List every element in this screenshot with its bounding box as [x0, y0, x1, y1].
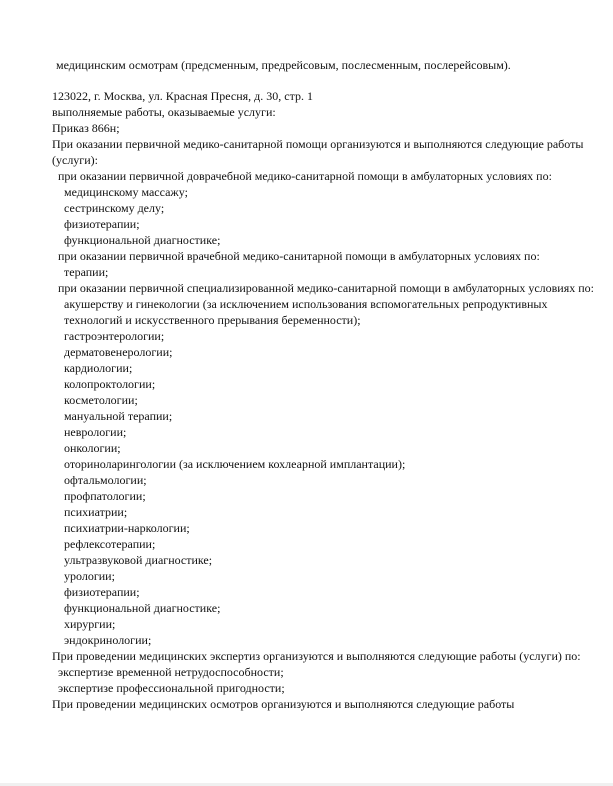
list-item: физиотерапии;: [64, 585, 140, 599]
list-item: гастроэнтерологии;: [64, 329, 165, 343]
list-item: косметологии;: [64, 393, 138, 407]
list-item: оториноларингологии (за исключением кохлеарной имплантации);: [64, 457, 406, 471]
list-item: ультразвуковой диагностике;: [64, 553, 213, 567]
document-text: [52, 57, 597, 712]
list-item: онкологии;: [64, 441, 121, 455]
list-item: функциональной диагностике;: [64, 233, 221, 247]
list-item: дерматовенерологии;: [64, 345, 173, 359]
doctor-list: [52, 264, 597, 280]
list-item: функциональной диагностике;: [64, 601, 221, 615]
address: 123022, г. Москва, ул. Красная Пресня, д. 30, стр. 1: [52, 89, 313, 103]
exams-intro: При проведении медицинских осмотров организуются и выполняются следующие работы: [52, 697, 515, 711]
list-item: экспертизе профессиональной пригодности;: [58, 681, 285, 695]
specialized-intro: при оказании первичной специализированной медико-санитарной помощи в амбулаторных условиях по:: [58, 281, 595, 295]
list-item: акушерству и гинекологии (за исключением использования вспомогательных репродуктивных технологий и искусственного прерывания беременности);: [64, 297, 548, 327]
spacer: [52, 73, 597, 88]
list-item: сестринскому делу;: [64, 201, 165, 215]
list-item: неврологии;: [64, 425, 127, 439]
list-item: эндокринологии;: [64, 633, 152, 647]
predoctor-list: [52, 184, 597, 248]
predoctor-intro: при оказании первичной доврачебной медико-санитарной помощи в амбулаторных условиях по:: [58, 169, 552, 183]
list-item: мануальной терапии;: [64, 409, 173, 423]
list-item: колопроктологии;: [64, 377, 156, 391]
list-item: кардиологии;: [64, 361, 133, 375]
specialized-list: [52, 296, 597, 648]
list-item: терапии;: [64, 265, 109, 279]
primary-intro: При оказании первичной медико-санитарной помощи организуются и выполняются следующие работы (услуги):: [52, 137, 584, 167]
list-item: медицинскому массажу;: [64, 185, 188, 199]
list-item: психиатрии-наркологии;: [64, 521, 190, 535]
list-item: рефлексотерапии;: [64, 537, 156, 551]
list-item: экспертизе временной нетрудоспособности;: [58, 665, 284, 679]
expertise-intro: При проведении медицинских экспертиз организуются и выполняются следующие работы (услуги) по:: [52, 649, 581, 663]
list-item: офтальмологии;: [64, 473, 147, 487]
works-title: выполняемые работы, оказываемые услуги:: [52, 105, 276, 119]
doctor-intro: при оказании первичной врачебной медико-санитарной помощи в амбулаторных условиях по:: [58, 249, 540, 263]
order-line: Приказ 866н;: [52, 121, 120, 135]
list-item: профпатологии;: [64, 489, 146, 503]
list-item: урологии;: [64, 569, 115, 583]
list-item: психиатрии;: [64, 505, 128, 519]
header-line: медицинским осмотрам (предсменным, предрейсовым, послесменным, послерейсовым).: [56, 58, 511, 72]
list-item: хирургии;: [64, 617, 116, 631]
list-item: физиотерапии;: [64, 217, 140, 231]
expertise-list: [52, 664, 597, 696]
